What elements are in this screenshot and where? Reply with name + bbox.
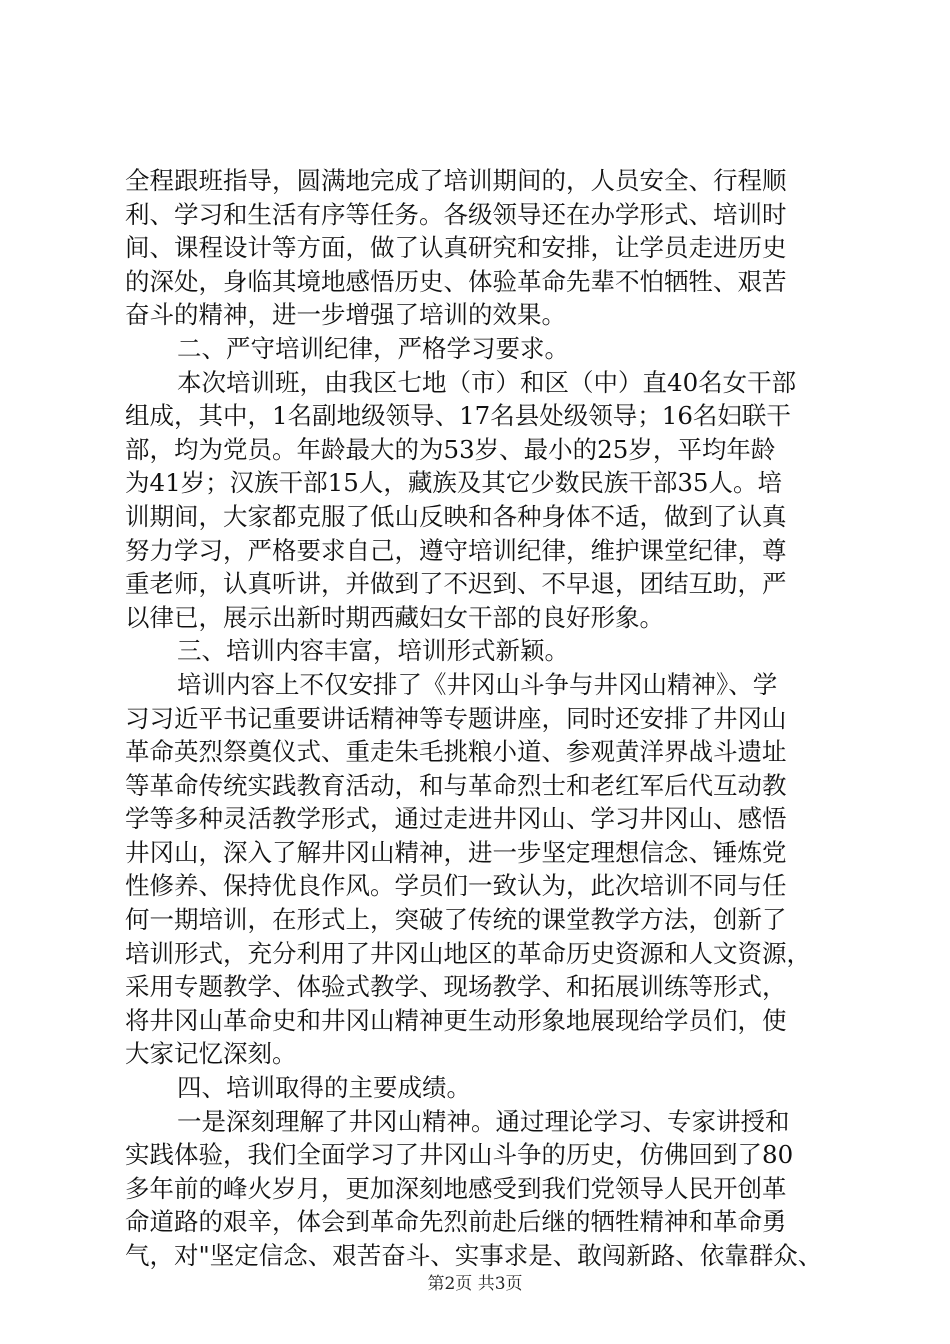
text-line: 培训形式，充分利用了井冈山地区的革命历史资源和人文资源， [125, 938, 811, 968]
text-line: 习习近平书记重要讲话精神等专题讲座，同时还安排了井冈山 [125, 703, 787, 733]
text-line: 全程跟班指导，圆满地完成了培训期间的，人员安全、行程顺 [125, 166, 787, 195]
text-line: 三、培训内容丰富，培训形式新颖。 [177, 636, 569, 666]
text-line: 的深处，身临其境地感悟历史、体验革命先辈不怕牺牲、艰苦 [125, 266, 787, 296]
text-line: 重老师，认真听讲，并做到了不迟到、不早退，团结互助，严 [125, 569, 787, 599]
text-line: 以律已，展示出新时期西藏妇女干部的良好形象。 [125, 602, 664, 632]
text-line: 何一期培训，在形式上，突破了传统的课堂教学方法，创新了 [125, 905, 787, 935]
page-footer: 第2页 共3页 [427, 1274, 523, 1294]
text-line: 训期间，大家都克服了低山反映和各种身体不适，做到了认真 [125, 501, 787, 531]
text-line: 努力学习，严格要求自己，遵守培训纪律，维护课堂纪律，尊 [125, 535, 787, 565]
text-line: 间、课程设计等方面，做了认真研究和安排，让学员走进历史 [125, 233, 787, 263]
text-line: 革命英烈祭奠仪式、重走朱毛挑粮小道、参观黄洋界战斗遗址 [125, 737, 787, 767]
text-line: 性修养、保持优良作风。学员们一致认为，此次培训不同与任 [125, 871, 787, 901]
text-line: 培训内容上不仅安排了《井冈山斗争与井冈山精神》、学 [177, 669, 778, 699]
text-line: 将井冈山革命史和井冈山精神更生动形象地展现给学员们，使 [125, 1005, 787, 1035]
text-line: 实践体验，我们全面学习了井冈山斗争的历史，仿佛回到了80 [125, 1140, 794, 1170]
text-line: 气，对"坚定信念、艰苦奋斗、实事求是、敢闯新路、依靠群众、 [125, 1241, 823, 1270]
text-line: 等革命传统实践教育活动，和与革命烈士和老红军后代互动教 [125, 770, 787, 800]
text-line: 四、培训取得的主要成绩。 [177, 1073, 471, 1103]
text-line: 为41岁；汉族干部15人，藏族及其它少数民族干部35人。培 [125, 468, 783, 498]
text-line: 利、学习和生活有序等任务。各级领导还在办学形式、培训时 [125, 199, 787, 229]
document-body [125, 164, 835, 1273]
text-line: 命道路的艰辛，体会到革命先烈前赴后继的牺牲精神和革命勇 [125, 1207, 787, 1237]
text-line: 部，均为党员。年龄最大的为53岁、最小的25岁，平均年龄 [125, 434, 776, 464]
text-line: 奋斗的精神，进一步增强了培训的效果。 [125, 300, 566, 330]
text-line: 本次培训班，由我区七地（市）和区（中）直40名女干部 [177, 367, 797, 397]
text-line: 组成，其中，1名副地级领导、17名县处级领导；16名妇联干 [125, 401, 791, 431]
text-line: 一是深刻理解了井冈山精神。通过理论学习、专家讲授和 [177, 1106, 790, 1136]
text-line: 采用专题教学、体验式教学、现场教学、和拓展训练等形式， [125, 972, 787, 1002]
text-line: 二、严守培训纪律，严格学习要求。 [177, 333, 569, 363]
text-line: 井冈山，深入了解井冈山精神，进一步坚定理想信念、锤炼党 [125, 837, 787, 867]
text-line: 学等多种灵活教学形式，通过走进井冈山、学习井冈山、感悟 [125, 804, 787, 834]
text-line: 多年前的峰火岁月，更加深刻地感受到我们党领导人民开创革 [125, 1173, 787, 1203]
text-line: 大家记忆深刻。 [125, 1039, 297, 1069]
